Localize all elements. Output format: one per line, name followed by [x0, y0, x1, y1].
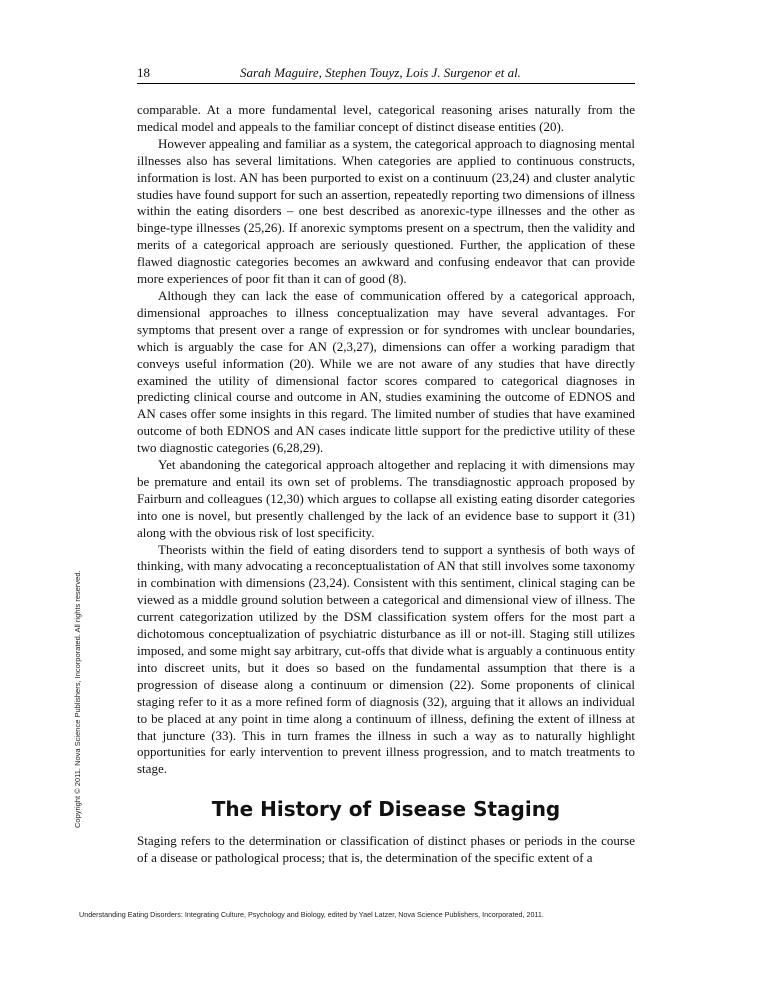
page-number: 18 [137, 65, 150, 80]
paragraph-5: Theorists within the field of eating disorders tend to support a synthesis of both ways of thinking, with many advocating a reconceptualistation of AN that still involves some taxonomy in combination with dimensions (23,24). Consistent with this sentiment, clinical staging can be viewed as a middle ground solution between a categorical and dimensional view of illness. The current categorization utilized by the DSM classification system offers for the most part a dichotomous conceptualization of psychiatric disturbance as ill or not-ill. Staging still utilizes imposed, and some might say arbitrary, cut-offs that divide what is arguably a continuous entity into discreet units, but it does so based on the fundamental assumption that there is a progression of disease along a continuum or dimension (22). Some proponents of clinical staging refer to it as a more refined form of diagnosis (32), arguing that it allows an individual to be placed at any point in time along a continuum of illness, defining the extent of illness at that juncture (33). This in turn frames the illness in such a way as to naturally highlight opportunities for early intervention to prevent illness progression, and to match treatments to stage. [137, 541, 635, 777]
paragraph-4: Yet abandoning the categorical approach altogether and replacing it with dimensions may be premature and entail its own set of problems. The transdiagnostic approach proposed by Fairburn and colleagues (12,30) which argues to collapse all existing eating disorder categories into one is novel, but presently challenged by the lack of an evidence base to support it (31) along with the obvious risk of lost specificity. [137, 457, 635, 540]
section-paragraph: Staging refers to the determination or classification of distinct phases or periods in the course of a disease or pathological process; that is, the determination of the specific extent of a [137, 833, 635, 865]
paragraph-1: comparable. At a more fundamental level, categorical reasoning arises naturally from the medical model and appeals to the familiar concept of distinct disease entities (20). [137, 102, 635, 134]
page-header [137, 64, 635, 84]
section-heading: The History of Disease Staging [211, 797, 561, 821]
paragraph-3: Although they can lack the ease of communication offered by a categorical approach, dimensional approaches to illness conceptualization may have several advantages. For symptoms that present over a range of expression or for syndromes with unclear boundaries, which is arguably the case for AN (2,3,27), dimensions can offer a working paradigm that conveys useful information (20). While we are not aware of any studies that have directly examined the utility of dimensional factor scores compared to categorical diagnoses in predicting clinical course and outcome in AN, studies examining the outcome of EDNOS and AN cases offer some insights in this regard. The limited number of studies that have examined outcome of both EDNOS and AN cases indicate little support for the predictive utility of these two diagnostic categories (6,28,29). [137, 287, 635, 456]
body-text [137, 102, 635, 778]
page-footer-citation: Understanding Eating Disorders: Integrating Culture, Psychology and Biology, edited by Yael Latzer, Nova Science Publishers, Incorporated, 2011. [79, 910, 544, 919]
paragraph-2: However appealing and familiar as a system, the categorical approach to diagnosing mental illnesses also has several limitations. When categories are applied to continuous constructs, information is lost. AN has been purported to exist on a continuum (23,24) and cluster analytic studies have found support for such an assertion, repeatedly reporting two dimensions of illness within the eating disorders – one best described as anorexic-type illnesses and the other as binge-type illnesses (25,26). If anorexic symptoms present on a spectrum, then the validity and merits of a categorical approach are seriously questioned. Further, the application of these flawed diagnostic categories becomes an awkward and confusing endeavor that can provide more experiences of poor fit than it can of good (8). [137, 135, 635, 287]
side-copyright-notice: Copyright © 2011. Nova Science Publishers, Incorporated. All rights reserved. [73, 570, 82, 828]
running-head-authors: Sarah Maguire, Stephen Touyz, Lois J. Surgenor et al. [240, 65, 521, 80]
